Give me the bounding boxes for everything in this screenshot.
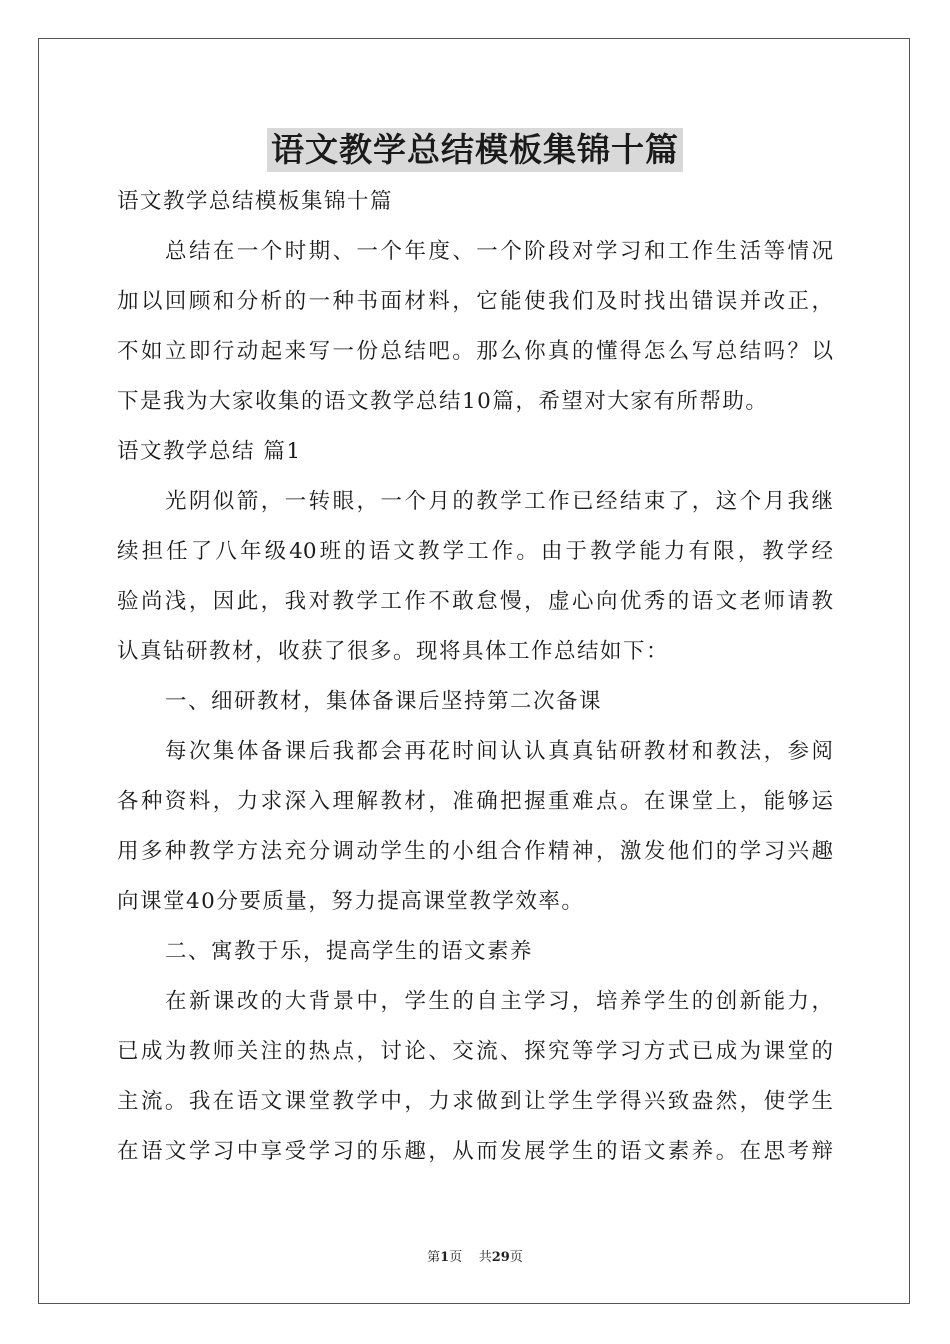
body-line: 各种资料，力求深入理解教材，准确把握重难点。在课堂上，能够运 (117, 789, 833, 814)
body-line: 用多种教学方法充分调动学生的小组合作精神，激发他们的学习兴趣 (117, 839, 833, 864)
body-line: 一、细研教材，集体备课后坚持第二次备课 (165, 689, 603, 714)
body-line: 主流。我在语文课堂教学中，力求做到让学生学得兴致盎然，使学生 (117, 1089, 833, 1114)
body-line: 向课堂40分要质量，努力提高课堂教学效率。 (117, 889, 585, 914)
document-title: 语文教学总结模板集锦十篇 (267, 128, 683, 172)
document-title-wrapper (0, 128, 950, 172)
body-line: 二、寓教于乐，提高学生的语文素养 (165, 939, 534, 964)
body-line: 加以回顾和分析的一种书面材料，它能使我们及时找出错误并改正， (117, 289, 833, 314)
footer-page-prefix: 第 (427, 1250, 441, 1265)
body-line: 光阴似箭，一转眼，一个月的教学工作已经结束了，这个月我继 (165, 489, 833, 514)
body-line: 验尚浅，因此，我对教学工作不敢怠慢，虚心向优秀的语文老师请教 (117, 589, 833, 614)
body-line: 总结在一个时期、一个年度、一个阶段对学习和工作生活等情况 (165, 239, 833, 264)
document-body (117, 177, 833, 1177)
footer-total-suffix: 页 (509, 1250, 523, 1265)
page-footer (0, 1246, 950, 1265)
body-line: 每次集体备课后我都会再花时间认认真真钻研教材和教法，参阅 (165, 739, 833, 764)
footer-total-prefix: 共 (478, 1250, 492, 1265)
body-line: 续担任了八年级40班的语文教学工作。由于教学能力有限，教学经 (117, 539, 833, 564)
body-line: 语文教学总结模板集锦十篇 (117, 189, 394, 214)
footer-page-suffix: 页 (449, 1250, 463, 1265)
footer-page-current: 1 (440, 1250, 450, 1265)
body-line: 在新课改的大背景中，学生的自主学习，培养学生的创新能力， (165, 989, 833, 1014)
body-line: 不如立即行动起来写一份总结吧。那么你真的懂得怎么写总结吗？以 (117, 339, 833, 364)
body-line: 认真钻研教材，收获了很多。现将具体工作总结如下： (117, 639, 670, 664)
footer-page-total: 29 (491, 1250, 510, 1265)
body-line: 已成为教师关注的热点，讨论、交流、探究等学习方式已成为课堂的 (117, 1039, 833, 1064)
body-line: 语文教学总结 篇1 (117, 439, 302, 464)
body-line: 下是我为大家收集的语文教学总结10篇，希望对大家有所帮助。 (117, 389, 769, 414)
body-line: 在语文学习中享受学习的乐趣，从而发展学生的语文素养。在思考辩 (117, 1139, 833, 1164)
